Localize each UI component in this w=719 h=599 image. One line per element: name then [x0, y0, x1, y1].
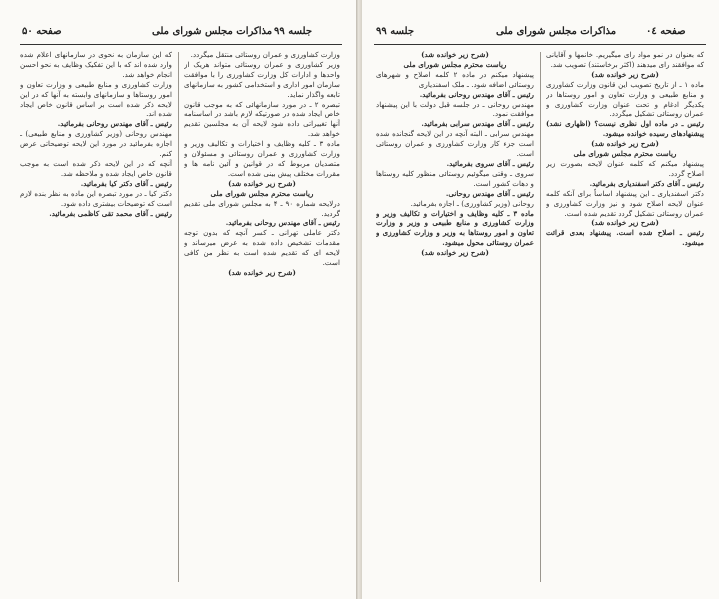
text-line: ریاست محترم مجلس شورای ملی [573, 149, 677, 159]
text-line: تبصره ۲ ـ در مورد سازمانهائی که به موجب قانون خاص ایجاد شده در صورتیکه لازم باشد در اساسنامه آنها تغییراتی داده شود لایحه آن به مجلسین تقدیم خواهد شد. [184, 99, 340, 139]
left-header-rule [20, 44, 342, 45]
right-page-column-right [546, 50, 704, 590]
text-line: (شرح زیر خوانده شد) [591, 139, 659, 149]
text-line: (شرح زیر خوانده شد) [228, 178, 296, 188]
right-page-number: صفحه ۰٤ [646, 26, 686, 37]
text-line: رئیس ـ آقای محمد تقی کاظمی بفرمائید. [49, 208, 172, 218]
left-page-session: جلسه ۹۹ [274, 26, 313, 37]
text-line: درلایحه شماره ۹۰ ـ ۴ به مجلس شورای ملی تقدیم گردید. [184, 198, 340, 218]
text-line: وزیر کشاورزی و عمران روستائی متواند هریک از واحدها و ادارات کل وزارت کشاورزی را با موافقت سازمان امور اداری و استخدامی کشور به سازمانهای تابعه واگذار نماید. [184, 59, 340, 99]
left-page-column-right [184, 50, 340, 590]
text-line: ریاست محترم مجلس شورای ملی [210, 188, 314, 198]
text-line: ریاست محترم مجلس شورای ملی [403, 59, 507, 69]
left-column-divider [178, 52, 179, 582]
text-line: مهندس روحانی ـ در جلسه قبل دولت با این پیشنهاد موافقت نمود. [376, 99, 534, 119]
text-line: ماده ۳ ـ کلیه وظایف و اختیارات و تکالیف وزیر و وزارت کشاورزی و منابع طبیعی و وزیر و وزارت تعاون و امور روستاها به وزیر و وزارت کشاورزی و عمران روستائی محول میشود. [376, 208, 534, 248]
text-line: دکتر اسفندیاری ـ این پیشنهاد اساساً برای آنکه کلمه عنوان لایحه اصلاح شود و نیز وزارت کشاورزی و عمران روستائی تشکیل گردد تقدیم شده است. [546, 188, 704, 218]
text-line: که این سازمان به نحوی در سازمانهای اعلام شده وارد شده اند که با این تفکیک وظایف به نحو احسن انجام خواهد شد. [20, 50, 172, 79]
left-page-title: مذاکرات مجلس شورای ملی [152, 26, 273, 37]
text-line: آنچه که در این لایحه ذکر شده است به موجب قانون خاص ایجاد شده و ملاحظه شد. [20, 158, 172, 178]
text-line: رئیس ـ در ماده اول نظری نیست؟ (اظهاری نشد) پیشنهادهای رسیده خوانده میشود. [546, 119, 704, 139]
right-header-rule [374, 44, 706, 45]
left-page-header [22, 26, 338, 42]
text-line: رئیس ـ آقای سروی بفرمائید. [446, 158, 534, 168]
text-line: رئیس ـ آقای مهندس روحانی بفرمائید. [419, 89, 534, 99]
text-line: (شرح زیر خوانده شد) [421, 248, 489, 258]
text-line: رئیس ـ آقای مهندس روحانی. [445, 188, 534, 198]
text-line: که بعنوان در نمو مواد رای میگیریم. خانمها و آقایانی که موافقند رای میدهند (اکثر برخاستند) تصویب شد. [546, 50, 704, 69]
right-page-header [376, 26, 702, 42]
text-line: (شرح زیر خوانده شد) [228, 267, 296, 277]
right-page-title: مذاکرات مجلس شورای ملی [496, 26, 617, 37]
text-line: سروی ـ وقتی میگوئیم روستائی منظور کلیه روستاها و دهات کشور است. [376, 168, 534, 188]
text-line: رئیس ـ آقای مهندس روحانی بفرمائید. [225, 218, 340, 228]
text-line: وزارت کشاورزی و عمران روستائی منتقل میگردد. [190, 50, 340, 59]
text-line: مهندس سرابی ـ البته آنچه در این لایحه گنجانده شده است جزء کار وزارت کشاورزی و عمران روستائی است. [376, 129, 534, 159]
text-line: (شرح زیر خوانده شد) [421, 50, 489, 59]
left-page-number: صفحه ۵۰ [22, 26, 62, 37]
text-line: رئیس ـ آقای دکتر کیا بفرمائید. [80, 178, 172, 188]
text-line: رئیس ـ اصلاح شده است. پیشنهاد بعدی قرائت میشود. [546, 228, 704, 248]
right-column-divider [540, 52, 541, 582]
left-page-column-left [20, 50, 172, 590]
text-line: دکتر کیا ـ در مورد تبصره این ماده به نظر بنده لازم است که توضیحات بیشتری داده شود. [20, 188, 172, 208]
text-line: ماده ۳ ـ کلیه وظایف و اختیارات و تکالیف وزیر و وزارت کشاورزی و عمران روستائی و مسئولان و متصدیان مربوط که در قوانین و آئین نامه ها و مقررات مختلف پیش بینی شده است. [184, 139, 340, 178]
left-page [0, 0, 356, 599]
text-line: مهندس روحانی (وزیر کشاورزی و منابع طبیعی) ـ اجازه بفرمائید در مورد این لایحه توضیحاتی عرض کنم. [20, 129, 172, 159]
text-line: رئیس ـ آقای مهندس روحانی بفرمائید. [57, 119, 172, 129]
text-line: رئیس ـ آقای دکتر اسفندیاری بفرمائید. [589, 178, 704, 188]
text-line: پیشنهاد میکنم که کلمه عنوان لایحه بصورت زیر اصلاح گردد. [546, 158, 704, 178]
text-line: وزارت کشاورزی و منابع طبیعی و وزارت تعاون و امور روستاها و سازمانهای وابسته به آنها که در این لایحه ذکر شده است بر اساس قانون خاص ایجاد شده اند. [20, 79, 172, 119]
text-line: ماده ۱ ـ از تاریخ تصویب این قانون وزارت کشاورزی و منابع طبیعی و وزارت تعاون و امور روستاها در یکدیگر ادغام و تحت عنوان وزارت کشاورزی و عمران روستائی تشکیل میگردد. [546, 79, 704, 119]
right-page [362, 0, 719, 599]
right-page-session: جلسه ۹۹ [376, 26, 415, 37]
text-line: رئیس ـ آقای مهندس سرابی بفرمائید. [421, 119, 534, 129]
text-line: دکتر عاملی تهرانی ـ کسر آنچه که بدون توجه مقدمات تشخیص داده شده به عرض میرساند و لایحه ای که تقدیم شده است به نظر من کافی است. [184, 228, 340, 268]
text-line: پیشنهاد میکنم در ماده ۲ کلمه اصلاح و شهرهای روستائی اضافه شود. ـ ملک اسفندیاری [376, 69, 534, 89]
text-line: روحانی (وزیر کشاورزی) ـ اجازه بفرمائید. [410, 198, 534, 208]
text-line: (شرح زیر خوانده شد) [591, 218, 659, 228]
text-line: (شرح زیر خوانده شد) [591, 69, 659, 79]
right-page-column-left [376, 50, 534, 590]
